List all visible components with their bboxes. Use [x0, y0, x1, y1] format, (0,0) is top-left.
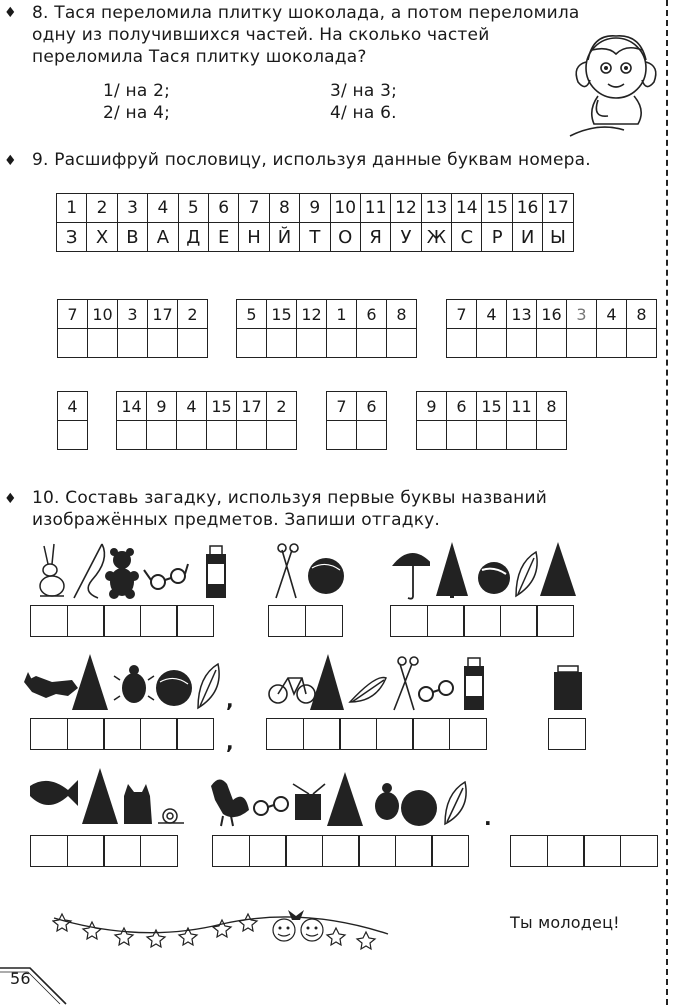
- group-answer-cell[interactable]: [537, 421, 567, 450]
- group-number-cell: 16: [537, 300, 567, 329]
- answer-box[interactable]: [30, 718, 68, 750]
- cipher-letter-cell: А: [148, 223, 178, 252]
- group-answer-cell[interactable]: [357, 329, 387, 358]
- answer-box[interactable]: [339, 718, 377, 750]
- group-number-cell: 15: [477, 392, 507, 421]
- cipher-letter-cell: Ы: [543, 223, 573, 252]
- group-answer-cell[interactable]: [627, 329, 657, 358]
- group-number-cell: 7: [447, 300, 477, 329]
- answer-box[interactable]: [212, 835, 250, 867]
- group-answer-cell[interactable]: [447, 421, 477, 450]
- group-answer-cell[interactable]: [88, 329, 118, 358]
- group-answer-cell[interactable]: [237, 421, 267, 450]
- task8-option: 3/ на 3;: [330, 81, 398, 101]
- answer-group: [446, 299, 657, 358]
- group-answer-cell[interactable]: [148, 329, 178, 358]
- answer-boxes[interactable]: [548, 718, 585, 750]
- cipher-number-cell: 13: [421, 194, 451, 223]
- cipher-number-cell: 12: [391, 194, 421, 223]
- group-number-cell: 6: [357, 300, 387, 329]
- cipher-number-cell: 11: [360, 194, 390, 223]
- group-number-cell: 2: [267, 392, 297, 421]
- picture-row: [30, 540, 430, 600]
- task8-option: 2/ на 4;: [103, 103, 171, 123]
- fir-tree-icon: [72, 654, 108, 710]
- answer-boxes[interactable]: [266, 718, 485, 750]
- answer-box[interactable]: [176, 718, 214, 750]
- answer-box[interactable]: [510, 835, 548, 867]
- cipher-number-cell: 17: [543, 194, 573, 223]
- answer-box[interactable]: [620, 835, 658, 867]
- group-answer-cell[interactable]: [178, 329, 208, 358]
- cipher-letter-cell: Т: [300, 223, 330, 252]
- group-answer-cell[interactable]: [387, 329, 417, 358]
- group-number-cell: 2: [178, 300, 208, 329]
- answer-box[interactable]: [431, 835, 469, 867]
- group-number-cell: 12: [297, 300, 327, 329]
- answer-box[interactable]: [395, 835, 433, 867]
- group-answer-cell[interactable]: [567, 329, 597, 358]
- answer-box[interactable]: [376, 718, 414, 750]
- answer-box[interactable]: [547, 835, 585, 867]
- fir-tree-icon: [436, 542, 468, 598]
- answer-box[interactable]: [30, 605, 68, 637]
- group-answer-cell[interactable]: [537, 329, 567, 358]
- picture-row: [266, 652, 496, 712]
- group-number-cell: 3: [118, 300, 148, 329]
- bullet-diamond: ♦: [4, 5, 17, 21]
- answer-boxes[interactable]: [30, 605, 213, 637]
- garland-icon: [52, 898, 392, 956]
- group-number-cell: 15: [207, 392, 237, 421]
- cipher-number-cell: 5: [178, 194, 208, 223]
- task8-line2: одну из получившихся частей. На сколько частей: [32, 25, 490, 45]
- group-answer-cell[interactable]: [267, 329, 297, 358]
- task8-line1: 8. Тася переломила плитку шоколада, а потом переломила: [32, 3, 580, 23]
- praise-text: Ты молодец!: [510, 913, 620, 932]
- cipher-number-cell: 4: [148, 194, 178, 223]
- answer-boxes[interactable]: [212, 835, 468, 867]
- group-answer-cell[interactable]: [297, 329, 327, 358]
- group-number-cell: 1: [327, 300, 357, 329]
- group-number-cell: 14: [117, 392, 147, 421]
- group-answer-cell[interactable]: [447, 329, 477, 358]
- group-number-cell: 8: [627, 300, 657, 329]
- group-answer-cell[interactable]: [58, 329, 88, 358]
- answer-group: [57, 299, 208, 358]
- answer-box[interactable]: [548, 718, 586, 750]
- answer-box[interactable]: [30, 835, 68, 867]
- group-number-cell: 10: [88, 300, 118, 329]
- group-number-cell: 15: [267, 300, 297, 329]
- answer-box[interactable]: [103, 718, 141, 750]
- answer-boxes[interactable]: [390, 605, 573, 637]
- group-number-cell: 8: [537, 392, 567, 421]
- glasses-icon: [144, 564, 188, 589]
- cipher-letter-cell: Х: [87, 223, 117, 252]
- fox-icon: [24, 672, 78, 698]
- beetle-icon: [375, 783, 399, 820]
- cipher-number-cell: 9: [300, 194, 330, 223]
- iodine-icon: [464, 658, 484, 710]
- fir-tree-icon: [310, 654, 344, 710]
- answer-boxes[interactable]: [510, 835, 656, 867]
- group-answer-cell[interactable]: [477, 421, 507, 450]
- girl-icon: [568, 20, 664, 138]
- cipher-letter-cell: И: [512, 223, 542, 252]
- answer-boxes[interactable]: [30, 718, 213, 750]
- answer-box[interactable]: [583, 835, 621, 867]
- group-answer-cell[interactable]: [507, 421, 537, 450]
- group-number-cell: 11: [507, 392, 537, 421]
- answer-box[interactable]: [266, 718, 304, 750]
- watermelon-icon: [308, 558, 344, 594]
- group-number-cell: 6: [357, 392, 387, 421]
- group-answer-cell[interactable]: [207, 421, 237, 450]
- leaf-icon: [198, 664, 219, 708]
- answer-box[interactable]: [463, 605, 501, 637]
- task8-option: 4/ на 6.: [330, 103, 397, 123]
- group-number-cell: 5: [237, 300, 267, 329]
- answer-group: [416, 391, 567, 450]
- cipher-number-cell: 10: [330, 194, 360, 223]
- cipher-number-cell: 14: [452, 194, 482, 223]
- ball-icon: [478, 562, 510, 594]
- leaf-icon: [516, 552, 537, 596]
- answer-box[interactable]: [427, 605, 465, 637]
- task10-line1: 10. Составь загадку, используя первые буквы названий: [32, 488, 547, 508]
- answer-group: [236, 299, 417, 358]
- task8-option: 1/ на 2;: [103, 81, 171, 101]
- answer-group: [116, 391, 297, 450]
- scissors-icon: [394, 657, 418, 710]
- period-mark: .: [484, 806, 492, 830]
- group-answer-cell[interactable]: [477, 329, 507, 358]
- group-answer-cell[interactable]: [118, 329, 148, 358]
- task9-text: 9. Расшифруй пословицу, используя данные буквам номера.: [32, 150, 591, 170]
- answer-box[interactable]: [285, 835, 323, 867]
- watermelon-icon: [156, 670, 192, 706]
- drum-icon: [293, 784, 325, 820]
- cipher-letter-cell: У: [391, 223, 421, 252]
- picture-row: [28, 766, 188, 828]
- answer-box[interactable]: [500, 605, 538, 637]
- group-number-cell: 7: [327, 392, 357, 421]
- picture-row: [22, 652, 232, 712]
- fir-tree-icon: [540, 542, 576, 596]
- cipher-letter-cell: С: [452, 223, 482, 252]
- cipher-letter-cell: Й: [269, 223, 299, 252]
- answer-box[interactable]: [358, 835, 396, 867]
- bullet-diamond: ♦: [4, 153, 17, 169]
- watermelon-icon: [401, 790, 437, 826]
- pot-icon: [550, 662, 586, 712]
- group-answer-cell[interactable]: [147, 421, 177, 450]
- group-number-cell: 17: [237, 392, 267, 421]
- group-answer-cell[interactable]: [177, 421, 207, 450]
- beetle-icon: [114, 665, 154, 703]
- cipher-letter-cell: Н: [239, 223, 269, 252]
- page-number: 56: [10, 969, 31, 988]
- group-answer-cell[interactable]: [237, 329, 267, 358]
- task8-line3: переломила Тася плитку шоколада?: [32, 47, 367, 67]
- iodine-icon: [206, 546, 226, 598]
- group-number-cell: 9: [417, 392, 447, 421]
- leaf-icon: [350, 678, 386, 703]
- answer-group: [57, 391, 88, 450]
- cipher-number-cell: 8: [269, 194, 299, 223]
- answer-box[interactable]: [249, 835, 287, 867]
- cipher-number-cell: 6: [208, 194, 238, 223]
- dashed-cut-line: [666, 0, 668, 1005]
- cipher-letter-cell: В: [117, 223, 147, 252]
- cat-icon: [124, 784, 152, 824]
- comma-mark: ,: [226, 730, 234, 754]
- leaf-icon: [445, 782, 466, 824]
- group-answer-cell[interactable]: [507, 329, 537, 358]
- fish-icon: [30, 780, 78, 806]
- group-answer-cell[interactable]: [117, 421, 147, 450]
- answer-box[interactable]: [268, 605, 306, 637]
- cipher-number-cell: 7: [239, 194, 269, 223]
- cipher-letter-cell: Я: [360, 223, 390, 252]
- picture-row: [205, 770, 475, 828]
- needle-icon: [74, 544, 104, 598]
- group-number-cell: 4: [58, 392, 88, 421]
- group-number-cell: 6: [447, 392, 477, 421]
- group-number-cell: 4: [177, 392, 207, 421]
- answer-box[interactable]: [390, 605, 428, 637]
- cipher-number-cell: 1: [57, 194, 87, 223]
- answer-boxes[interactable]: [268, 605, 341, 637]
- group-answer-cell[interactable]: [327, 329, 357, 358]
- answer-box[interactable]: [67, 718, 105, 750]
- group-number-cell: 7: [58, 300, 88, 329]
- cipher-letter-cell: Е: [208, 223, 238, 252]
- group-answer-cell[interactable]: [267, 421, 297, 450]
- answer-box[interactable]: [322, 835, 360, 867]
- group-number-cell: 3: [567, 300, 597, 329]
- cipher-letter-cell: З: [57, 223, 87, 252]
- snail-icon: [158, 809, 184, 823]
- fir-tree-icon: [327, 772, 363, 826]
- answer-box[interactable]: [103, 835, 141, 867]
- picture-row: [432, 540, 592, 600]
- group-number-cell: 4: [477, 300, 507, 329]
- group-number-cell: 9: [147, 392, 177, 421]
- rabbit-icon: [40, 544, 64, 596]
- rooster-icon: [211, 779, 249, 826]
- answer-box[interactable]: [140, 718, 178, 750]
- bicycle-icon: [269, 678, 315, 703]
- answer-box[interactable]: [67, 835, 105, 867]
- bullet-diamond: ♦: [4, 491, 17, 507]
- cipher-number-cell: 15: [482, 194, 512, 223]
- answer-box[interactable]: [305, 605, 343, 637]
- answer-box[interactable]: [303, 718, 341, 750]
- answer-box[interactable]: [67, 605, 105, 637]
- group-answer-cell[interactable]: [58, 421, 88, 450]
- group-answer-cell[interactable]: [327, 421, 357, 450]
- answer-box[interactable]: [140, 605, 178, 637]
- task10-line2: изображённых предметов. Запиши отгадку.: [32, 510, 441, 530]
- scissors-icon: [276, 544, 298, 598]
- answer-box[interactable]: [140, 835, 178, 867]
- answer-boxes[interactable]: [30, 835, 176, 867]
- glasses-icon: [254, 797, 288, 815]
- answer-box[interactable]: [103, 605, 141, 637]
- cipher-number-cell: 2: [87, 194, 117, 223]
- cipher-letter-cell: Д: [178, 223, 208, 252]
- cipher-letter-cell: О: [330, 223, 360, 252]
- answer-box[interactable]: [412, 718, 450, 750]
- group-answer-cell[interactable]: [417, 421, 447, 450]
- group-number-cell: 4: [597, 300, 627, 329]
- group-answer-cell[interactable]: [357, 421, 387, 450]
- comma-mark: ,: [226, 688, 234, 712]
- group-number-cell: 13: [507, 300, 537, 329]
- answer-group: [326, 391, 387, 450]
- cipher-letter-cell: Ж: [421, 223, 451, 252]
- answer-box[interactable]: [176, 605, 214, 637]
- answer-box[interactable]: [536, 605, 574, 637]
- cipher-number-cell: 3: [117, 194, 147, 223]
- bear-icon: [105, 548, 139, 599]
- group-answer-cell[interactable]: [597, 329, 627, 358]
- umbrella-icon: [392, 553, 430, 599]
- group-number-cell: 17: [148, 300, 178, 329]
- cipher-number-cell: 16: [512, 194, 542, 223]
- glasses-icon: [419, 681, 453, 701]
- cipher-table: [56, 193, 574, 252]
- answer-box[interactable]: [449, 718, 487, 750]
- group-number-cell: 8: [387, 300, 417, 329]
- cipher-letter-cell: Р: [482, 223, 512, 252]
- fir-tree-icon: [82, 768, 118, 824]
